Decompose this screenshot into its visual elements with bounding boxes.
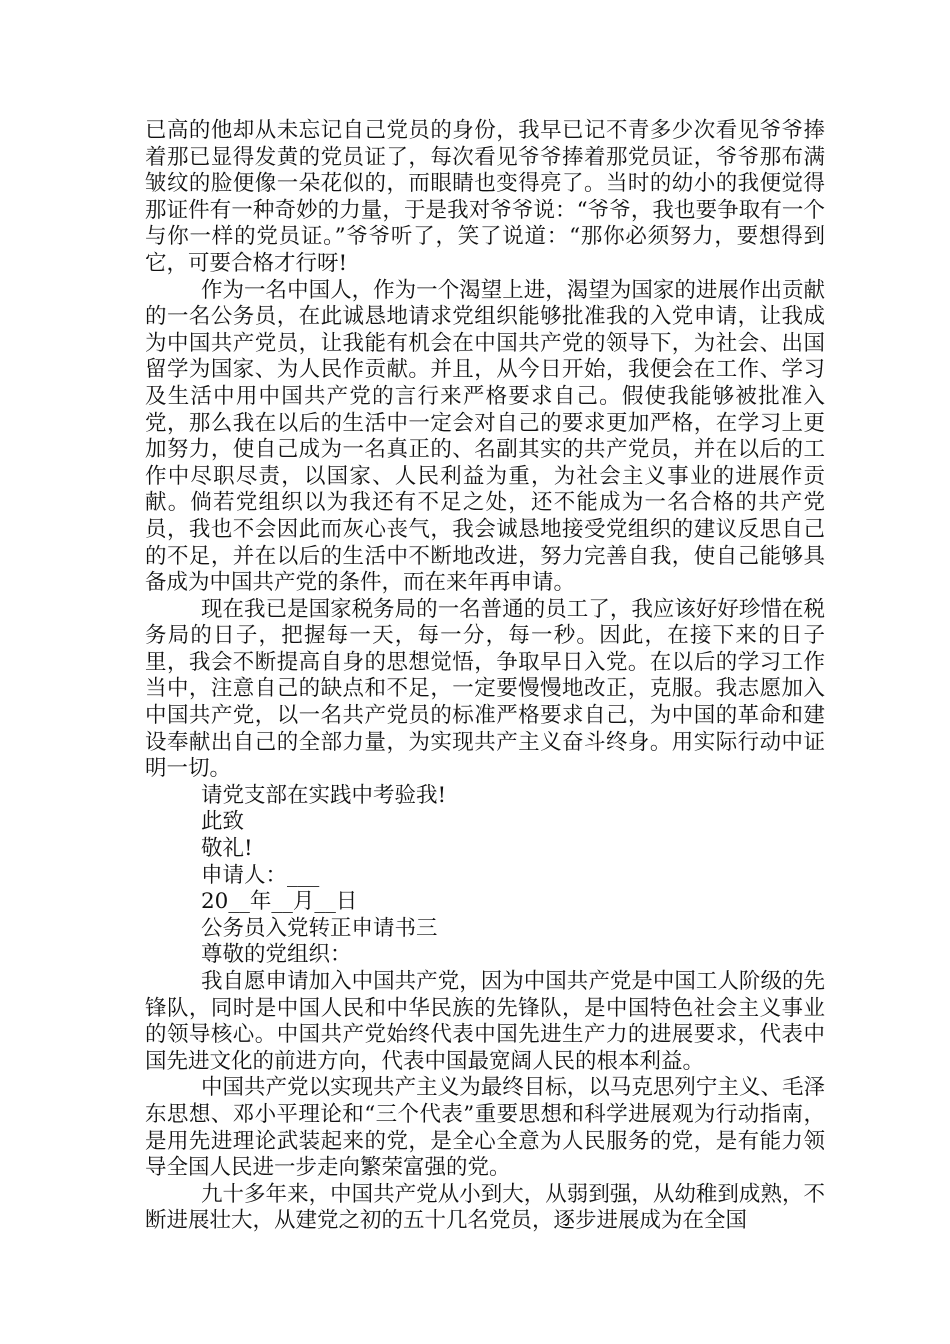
paragraph-5: 中国共产党以实现共产主义为最终目标，以马克思列宁主义、毛泽东思想、邓小平理论和“三个代表”重要思想和科学进展观为行动指南，是用先进理论武装起来的党，是全心全意为人民服务的党，是有能力领导全国人民进一步走向繁荣富强的党。 — [145, 1075, 825, 1181]
paragraph-1: 已高的他却从未忘记自己党员的身份，我早已记不青多少次看见爷爷捧着那已显得发黄的党员证了，每次看见爷爷捧着那党员证，爷爷那布满皱纹的脸便像一朵花似的，而眼睛也变得亮了。当时的幼小的我便觉得那证件有一种奇妙的力量，于是我对爷爷说：“爷爷，我也要争取有一个与你一样的党员证。”爷爷听了，笑了说道：“那你必须努力，要想得到它，可要合格才行呀! — [145, 118, 825, 276]
closing-request-line: 请党支部在实践中考验我! — [201, 782, 447, 808]
paragraph-6: 九十多年来，中国共产党从小到大，从弱到强，从幼稚到成熟，不断进展壮大，从建党之初的五十几名党员，逐步进展成为在全国 — [145, 1181, 825, 1234]
applicant-line: 申请人：___ — [201, 862, 320, 888]
closing-salutation-1: 此致 — [201, 809, 245, 835]
document-page — [145, 118, 825, 1235]
section-title: 公务员入党转正申请书三 — [201, 915, 438, 941]
paragraph-3: 现在我已是国家税务局的一名普通的员工了，我应该好好珍惜在税务局的日子，把握每一天，每一分，每一秒。因此，在接下来的日子里，我会不断提高自身的思想觉悟，争取早日入党。在以后的学习工作当中，注意自己的缺点和不足，一定要慢慢地改正，克服。我志愿加入中国共产党，以一名共产党员的标准严格要求自己，为中国的革命和建设奉献出自己的全部力量，为实现共产主义奋斗终身。用实际行动中证明一切。 — [145, 596, 825, 782]
paragraph-2: 作为一名中国人，作为一个渴望上进，渴望为国家的进展作出贡献的一名公务员，在此诚恳地请求党组织能够批准我的入党申请，让我成为中国共产党员，让我能有机会在中国共产党的领导下，为社会、出国留学为国家、为人民作贡献。并且，从今日开始，我便会在工作、学习及生活中用中国共产党的言行来严格要求自己。假使我能够被批准入党，那么我在以后的生活中一定会对自己的要求更加严格，在学习上更加努力，使自己成为一名真正的、名副其实的共产党员，并在以后的工作中尽职尽责，以国家、人民利益为重，为社会主义事业的进展作贡献。倘若党组织以为我还有不足之处，还不能成为一名合格的共产党员，我也不会因此而灰心丧气，我会诚恳地接受党组织的建议反思自己的不足，并在以后的生活中不断地改进，努力完善自我，使自己能够具备成为中国共产党的条件，而在来年再申请。 — [145, 277, 825, 596]
greeting-line: 尊敬的党组织： — [201, 942, 352, 968]
date-line: 20__年__月__日 — [201, 889, 358, 915]
paragraph-4: 我自愿申请加入中国共产党，因为中国共产党是中国工人阶级的先锋队，同时是中国人民和中华民族的先锋队，是中国特色社会主义事业的领导核心。中国共产党始终代表中国先进生产力的进展要求，代表中国先进文化的前进方向，代表中国最宽阔人民的根本利益。 — [145, 969, 825, 1074]
closing-salutation-2: 敬礼! — [201, 836, 253, 862]
